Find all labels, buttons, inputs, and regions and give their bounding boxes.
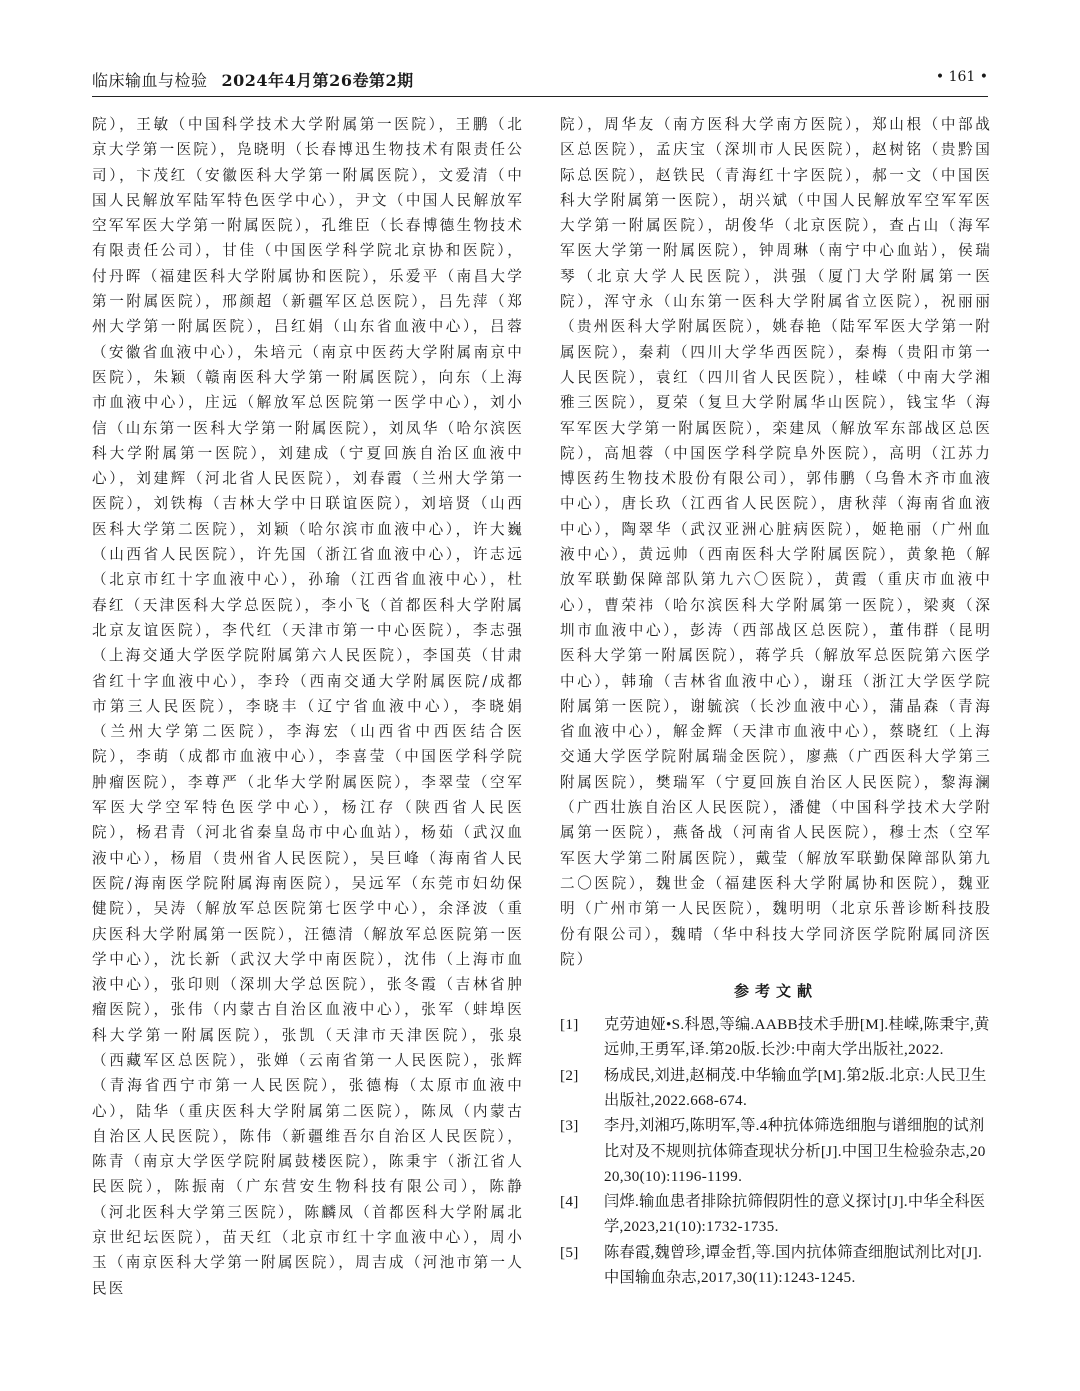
reference-number: [5] — [560, 1243, 579, 1261]
reference-item — [560, 1240, 992, 1291]
reference-text: 李丹,刘湘巧,陈明军,等.4种抗体筛选细胞与谱细胞的试剂比对及不规则抗体筛查现状分析[J].中国卫生检验杂志,2020,30(10):1196-1199. — [604, 1117, 986, 1185]
reference-item — [560, 1012, 992, 1063]
reference-text: 陈春霞,魏曾珍,谭金哲,等.国内抗体筛查细胞试剂比对[J].中国输血杂志,2017,30(11):1243-1245. — [604, 1243, 983, 1287]
reference-item — [560, 1063, 992, 1114]
reference-text: 杨成民,刘进,赵桐茂.中华输血学[M].第2版.北京:人民卫生出版社,2022.668-674. — [604, 1066, 987, 1109]
reference-text: 克劳迪娅•S.科恩,等编.AABB技术手册[M].桂嵘,陈秉宇,黄远帅,王勇军,译.第20版.长沙:中南大学出版社,2022. — [604, 1016, 990, 1059]
right-column — [560, 112, 992, 1290]
acknowledgment-list-part1: 院），王敏（中国科学技术大学附属第一医院），王鹏（北京大学第一医院），凫晓明（长春博迅生物技术有限责任公司），卞茂红（安徽医科大学第一附属医院），文爱清（中国人民解放军陆军特色医学中心），尹文（中国人民解放军空军军医大学第一附属医院），孔维臣（长春博德生物技术有限责任公司），甘佳（中国医学科学院北京协和医院），付丹晖（福建医科大学附属协和医院），乐爱平（南昌大学第一附属医院），邢颜超（新疆军区总医院），吕先萍（郑州大学第一附属医院），吕红娟（山东省血液中心），吕蓉（安徽省血液中心），朱培元（南京中医药大学附属南京中医院），朱颖（赣南医科大学第一附属医院），向东（上海市血液中心），庄远（解放军总医院第一医学中心），刘小信（山东第一医科大学第一附属医院），刘凤华（哈尔滨医科大学附属第一医院），刘建成（宁夏回族自治区血液中心），刘建辉（河北省人民医院），刘春霞（兰州大学第一医院），刘铁梅（吉林大学中日联谊医院），刘培贤（山西医科大学第二医院），刘颖（哈尔滨市血液中心），许大巍（山西省人民医院），许先国（浙江省血液中心），许志远（北京市红十字血液中心），孙瑜（江西省血液中心），杜春红（天津医科大学总医院），李小飞（首都医科大学附属北京友谊医院），李代红（天津市第一中心医院），李志强（上海交通大学医学院附属第六人民医院），李国英（甘肃省红十字血液中心），李玲（西南交通大学附属医院/成都市第三人民医院），李晓丰（辽宁省血液中心），李晓娟（兰州大学第二医院），李海宏（山西省中西医结合医院），李萌（成都市血液中心），李喜莹（中国医学科学院肿瘤医院），李尊严（北华大学附属医院），李翠莹（空军军医大学空军特色医学中心），杨江存（陕西省人民医院），杨君青（河北省秦皇岛市中心血站），杨茹（武汉血液中心），杨眉（贵州省人民医院），吴巨峰（海南省人民医院/海南医学院附属海南医院），吴远军（东莞市妇幼保健院），吴涛（解放军总医院第七医学中心），余泽波（重庆医科大学附属第一医院），汪德清（解放军总医院第一医学中心），沈长新（武汉大学中南医院），沈伟（上海市血液中心），张印则（深圳大学总医院），张冬霞（吉林省肿瘤医院），张伟（内蒙古自治区血液中心），张军（蚌埠医科大学第一附属医院），张凯（天津市天津医院），张泉（西藏军区总医院），张婵（云南省第一人民医院），张辉（青海省西宁市第一人民医院），张德梅（太原市血液中心），陆华（重庆医科大学附属第二医院），陈凤（内蒙古自治区人民医院），陈伟（新疆维吾尔自治区人民医院），陈青（南京大学医学院附属鼓楼医院），陈秉宇（浙江省人民医院），陈振南（广东营安生物科技有限公司），陈静（河北医科大学第三医院），陈麟凤（首都医科大学附属北京世纪坛医院），苗天红（北京市红十字血液中心），周小玉（南京医科大学第一附属医院），周吉成（河池市第一人民医 — [92, 116, 524, 1297]
left-column — [92, 112, 524, 1301]
reference-number: [2] — [560, 1066, 579, 1084]
reference-text: 闫烨.输血患者排除抗筛假阴性的意义探讨[J].中华全科医学,2023,21(10):1732-1735. — [604, 1193, 986, 1236]
journal-name: 临床输血与检验 — [92, 71, 208, 90]
issue-info: 2024年4月第26卷第2期 — [221, 71, 414, 90]
reference-number: [1] — [560, 1016, 579, 1034]
running-header — [92, 66, 988, 97]
references-heading: 参考文献 — [733, 982, 818, 1001]
reference-item — [560, 1189, 992, 1240]
acknowledgment-list-part2: 院），周华友（南方医科大学南方医院），郑山根（中部战区总医院），孟庆宝（深圳市人民医院），赵树铭（贵黔国际总医院），赵铁民（青海红十字医院），郝一文（中国医科大学附属第一医院），胡兴斌（中国人民解放军空军军医大学第一附属医院），胡俊华（北京医院），查占山（海军军医大学第一附属医院），钟周琳（南宁中心血站），侯瑞琴（北京大学人民医院），洪强（厦门大学附属第一医院），浑守永（山东第一医科大学附属省立医院），祝丽丽（贵州医科大学附属医院），姚春艳（陆军军医大学第一附属医院），秦莉（四川大学华西医院），秦梅（贵阳市第一人民医院），袁红（四川省人民医院），桂嵘（中南大学湘雅三医院），夏荣（复旦大学附属华山医院），钱宝华（海军军医大学第一附属医院），栾建凤（解放军东部战区总医院），高旭蓉（中国医学科学院阜外医院），高明（江苏力博医药生物技术股份有限公司），郭伟鹏（乌鲁木齐市血液中心），唐长玖（江西省人民医院），唐秋萍（海南省血液中心），陶翠华（武汉亚洲心脏病医院），姬艳丽（广州血液中心），黄远帅（西南医科大学附属医院），黄象艳（解放军联勤保障部队第九六〇医院），黄霞（重庆市血液中心），曹荣祎（哈尔滨医科大学附属第一医院），梁爽（深圳市血液中心），彭涛（西部战区总医院），董伟群（昆明医科大学第一附属医院），蒋学兵（解放军总医院第六医学中心），韩瑜（吉林省血液中心），谢珏（浙江大学医学院附属第一医院），谢毓滨（长沙血液中心），蒲晶森（青海省血液中心），解金辉（天津市血液中心），蔡晓红（上海交通大学医学院附属瑞金医院），廖燕（广西医科大学第三附属医院），樊瑞军（宁夏回族自治区人民医院），黎海澜（广西壮族自治区人民医院），潘健（中国科学技术大学附属第一医院），燕备战（河南省人民医院），穆士杰（空军军医大学第二附属医院），戴莹（解放军联勤保障部队第九二〇医院），魏世金（福建医科大学附属协和医院），魏亚明（广州市第一人民医院），魏明明（北京乐普诊断科技股份有限公司），魏晴（华中科技大学同济医学院附属同济医院） — [560, 116, 992, 968]
reference-number: [3] — [560, 1117, 579, 1135]
reference-item — [560, 1113, 992, 1189]
page-number: • 161 • — [935, 69, 988, 85]
reference-number: [4] — [560, 1193, 579, 1211]
reference-list — [560, 1012, 992, 1290]
journal-title — [92, 68, 414, 91]
